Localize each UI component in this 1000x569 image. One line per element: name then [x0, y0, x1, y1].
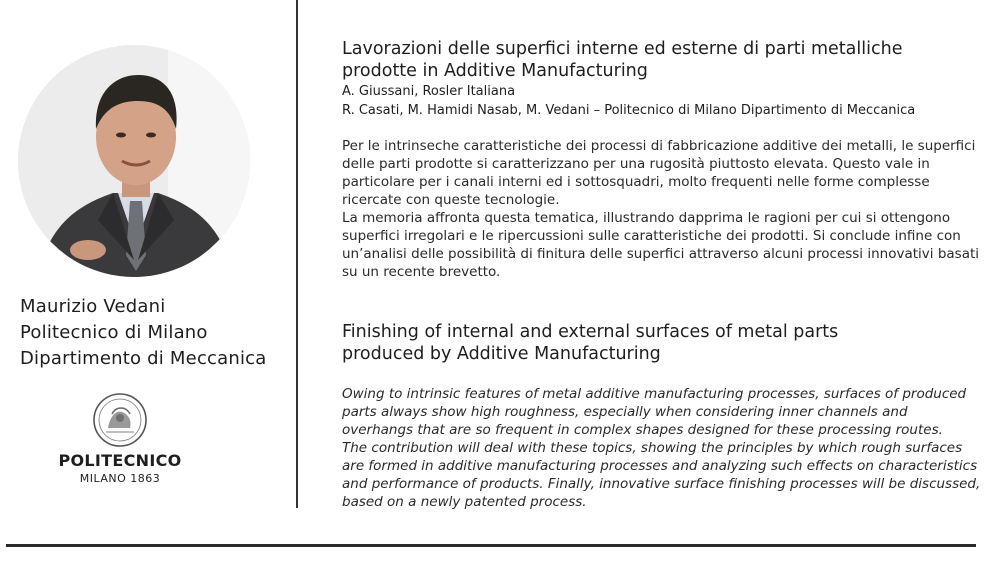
authors-line2: R. Casati, M. Hamidi Nasab, M. Vedani – Politecnico di Milano Dipartimento di Meccanica [342, 103, 916, 118]
speaker-affiliation-department: Dipartimento di Meccanica [20, 348, 267, 369]
english-title-line1: Finishing of internal and external surfaces of metal parts [342, 322, 839, 342]
speaker-name: Maurizio Vedani [20, 296, 166, 317]
english-title [342, 321, 982, 365]
italian-abstract-paragraph1: Per le intrinseche caratteristiche dei processi di fabbricazione additive dei metalli, le superfici delle parti prodotte si caratterizzano per una rugosità piuttosto elevata. Questo vale in particolare per i canali interni ed i sottosquadri, molto frequenti nelle forme complesse ricercate con queste tecnologie. [342, 138, 976, 208]
logo-subtitle: MILANO 1863 [79, 472, 161, 485]
abstract-column [342, 38, 982, 511]
logo-name: POLITECNICO [58, 451, 182, 470]
authors [342, 82, 982, 120]
politecnico-seal-icon [92, 392, 148, 448]
authors-line1: A. Giussani, Rosler Italiana [342, 84, 516, 99]
italian-title-line1: Lavorazioni delle superfici interne ed esterne di parti metalliche [342, 39, 903, 59]
speaker-photo-illustration [18, 45, 250, 277]
english-abstract-paragraph2: The contribution will deal with these topics, showing the principles by which rough surfaces are formed in additive manufacturing processes and analyzing such effects on characteristics and performance of products. Finally, innovative surface finishing processes will be discussed, based on a newly patented process. [342, 440, 981, 510]
speaker-photo [18, 45, 250, 277]
speaker-column [0, 0, 296, 510]
english-abstract-paragraph1: Owing to intrinsic features of metal additive manufacturing processes, surfaces of produced parts always show high roughness, especially when considering inner channels and overhangs that are so frequent in complex shapes designed for these processing routes. [342, 386, 967, 438]
italian-abstract-paragraph2: La memoria affronta questa tematica, illustrando dapprima le ragioni per cui si ottengono superfici irregolari e le ripercussioni sulle caratteristiche dei prodotti. Si conclude infine con un’analisi delle possibilità di finitura delle superfici attraverso alcuni processi innovativi basati su un recente brevetto. [342, 210, 980, 280]
italian-title [342, 38, 982, 82]
bottom-divider [6, 544, 976, 547]
politecnico-logo [50, 392, 190, 492]
vertical-divider [296, 0, 298, 508]
italian-abstract [342, 137, 982, 281]
speaker-info [20, 294, 290, 372]
italian-title-line2: prodotte in Additive Manufacturing [342, 61, 648, 81]
english-title-line2: produced by Additive Manufacturing [342, 344, 661, 364]
speaker-affiliation-university: Politecnico di Milano [20, 322, 208, 343]
english-abstract [342, 385, 982, 511]
